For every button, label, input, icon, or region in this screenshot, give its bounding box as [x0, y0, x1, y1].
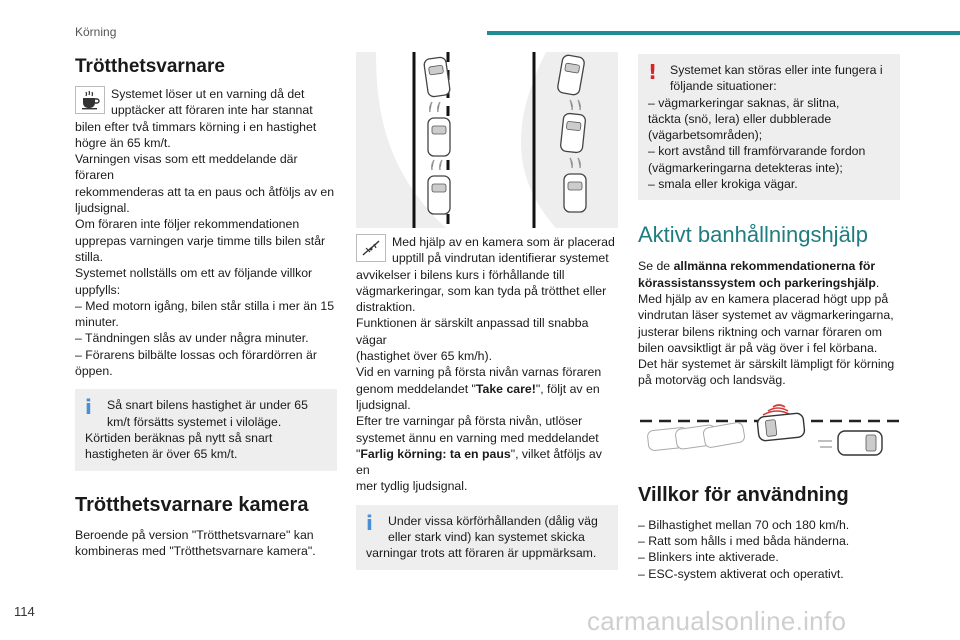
list-item: – Ratt som hålls i med båda händerna.: [638, 534, 850, 549]
watermark: carmanualsonline.info: [587, 606, 847, 636]
running-head: Körning: [75, 25, 117, 39]
list-item: – Blinkers inte aktiverade.: [638, 550, 779, 565]
lane-keeping-text: Se de allmänna rekommendationerna för körassistanssystem och parkeringshjälp. Med hjälp av en kamera placerad högt upp på vindrutan läser systemet av vägmarkeringarna, justerar bilens riktning och varnar föraren om bilen oavsiktligt är på väg över i fel körbana. Det här systemet är särskilt lämpligt för körning på motorväg och landsväg.: [638, 259, 895, 388]
camera-body-text: Med hjälp av en kamera som är placerad upptill på vindrutan identifierar systemet avvikelser i bilens kurs i förhållande till vägmarkeringar, som kan tyda på trötthet eller distraktion. Funktionen är särskilt anpassad till snabba vägar (hastighet över 65 km/h). Vid en varning på första nivån varnas föraren genom meddelandet "Take care!", följt av en ljudsignal. Efter tre varningar på första nivån, utlöser systemet ännu en varning med meddelandet "Farlig körning: ta en paus", vilket åtföljs av en mer tydlig ljudsignal.: [356, 235, 615, 494]
lane-departure-illustration: [638, 401, 900, 469]
drifting-car-illustration: [356, 52, 618, 228]
section-title-fatigue: Trötthetsvarnare: [75, 56, 225, 77]
coffee-cup-icon: [75, 86, 105, 114]
info-icon: i: [85, 395, 92, 420]
header-rule: [487, 31, 960, 35]
warning-exclamation-icon: !: [648, 60, 658, 84]
fatigue-body-text: Systemet löser ut en varning då det upptäcker att föraren inte har stannat bilen efter två timmars körning i en hastighet högre än 65 km/t. Varningen visas som ett meddelande där föraren rekommenderas att ta en paus och åtföljs av en ljudsignal. Om föraren inte följer rekommendationen upprepas varningen varje timme tills bilen står stilla. Systemet nollställs om ett av följande villkor uppfylls: – Med motorn igång, bilen står stilla i mer än 15 minuter. – Tändningen slås av under några minuter. – Förarens bilbälte lossas och förardörren är öppen.: [75, 87, 335, 379]
column-fatigue-warning: [75, 52, 337, 559]
info-icon: i: [366, 510, 373, 535]
page-number: 114: [14, 604, 35, 619]
message-dangerous-driving: Farlig körning: ta en paus: [360, 446, 511, 461]
list-item: – Bilhastighet mellan 70 och 180 km/h.: [638, 517, 850, 532]
link-general-recommendations: allmänna rekommendationerna för: [673, 259, 876, 274]
column-camera-warning: [356, 52, 618, 580]
list-item: – ESC-system aktiverat och operativt.: [638, 566, 844, 581]
camera-steering-icon: [356, 234, 386, 262]
fatigue-camera-text: Beroende på version "Trötthetsvarnare" kan kombineras med "Trötthetsvarnare kamera".: [75, 527, 316, 558]
warning-note-disturbances: ! Systemet kan störas eller inte fungera i följande situationer: – vägmarkeringar saknas, är slitna, täckta (snö, lera) eller dubblerade (vägarbetsområden); – kort avstånd till framförvarande fordon (vägmarkeringarna detekteras inte); – smala eller krokiga vägar.: [638, 54, 900, 200]
info-note-false-alerts: i Under vissa körförhållanden (dålig väg eller stark vind) kan systemet skicka varningar trots att föraren är uppmärksam.: [356, 505, 618, 570]
section-title-fatigue-camera: Trötthetsvarnare kamera: [75, 493, 309, 516]
conditions-list: [638, 517, 900, 582]
info-note-standby: i Så snart bilens hastighet är under 65 km/t försätts systemet i viloläge. Körtiden beräknas på nytt så snart hastigheten är över 65 km/t.: [75, 389, 337, 470]
section-title-conditions: Villkor för användning: [638, 483, 849, 506]
section-title-lane-keeping: Aktivt banhållningshjälp: [638, 222, 868, 248]
message-take-care: Take care!: [475, 381, 536, 396]
column-lane-keeping: [638, 52, 900, 582]
